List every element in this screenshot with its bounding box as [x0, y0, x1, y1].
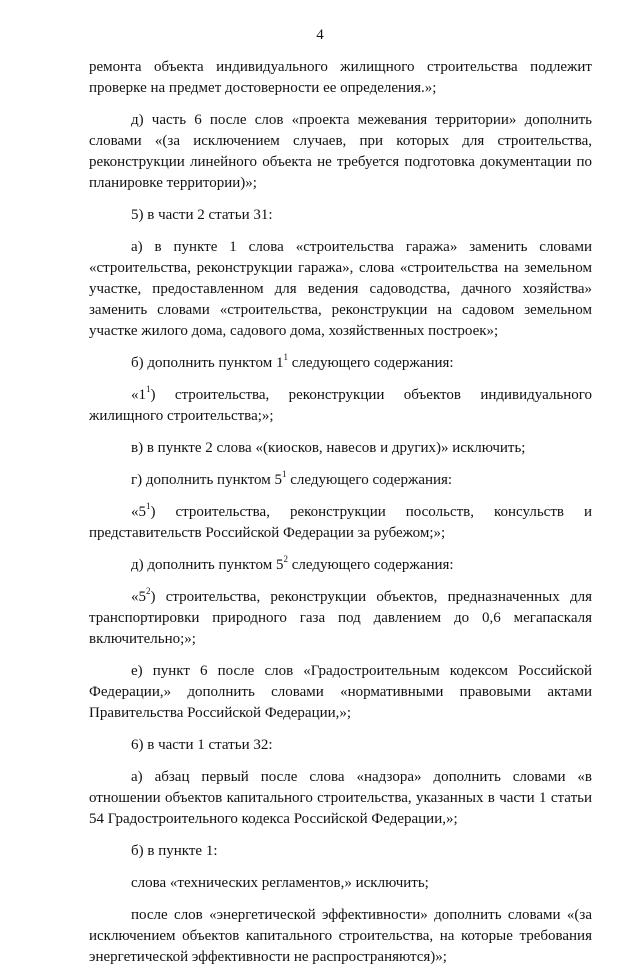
paragraph-text: б) дополнить пунктом 1 — [131, 355, 284, 371]
paragraph-text: слова «технических регламентов,» исключить; — [131, 875, 429, 891]
superscript-index: 1 — [146, 501, 151, 511]
page-number: 4 — [316, 27, 324, 43]
paragraph-text: в) в пункте 2 слова «(киосков, навесов и других)» исключить; — [131, 440, 526, 456]
paragraph — [89, 555, 592, 576]
paragraph-text: а) в пункте 1 слова «строительства гаража» заменить словами «строительства, реконструкции гаража», слова «строительства на земельном участке, предоставленном для ведения садоводства, дачного хозяйства» заменить словами «строительства, реконструкции на садовом земельном участке жилого дома, садового дома, хозяйственных построек»; — [89, 239, 592, 339]
paragraph — [89, 873, 592, 894]
paragraph-text: «5 — [131, 589, 146, 605]
paragraph — [89, 661, 592, 724]
superscript-index: 1 — [146, 384, 151, 394]
document-body — [89, 57, 592, 979]
paragraph — [89, 470, 592, 491]
superscript-index: 1 — [283, 352, 288, 362]
paragraph — [89, 767, 592, 830]
paragraph-text: 6) в части 1 статьи 32: — [131, 737, 273, 753]
paragraph-text: г) дополнить пунктом 5 — [131, 472, 283, 488]
paragraph-text: е) пункт 6 после слов «Градостроительным кодексом Российской Федерации,» дополнить словами «нормативными правовыми актами Правительства Российской Федерации,»; — [89, 663, 592, 721]
paragraph — [89, 438, 592, 459]
paragraph-text: следующего содержания: — [287, 355, 454, 371]
paragraph-text: следующего содержания: — [287, 557, 454, 573]
paragraph-text: «5 — [131, 504, 146, 520]
paragraph-text: ) строительства, реконструкции объектов индивидуального жилищного строительства;»; — [89, 387, 592, 424]
paragraph-text: после слов «энергетической эффективности» дополнить словами «(за исключением объектов капитального строительства, на которые требования энергетической эффективности не распространяются)»; — [89, 907, 592, 965]
paragraph-text: 5) в части 2 статьи 31: — [131, 207, 273, 223]
paragraph-text: следующего содержания: — [286, 472, 453, 488]
paragraph — [89, 353, 592, 374]
paragraph — [89, 57, 592, 99]
paragraph-text: ремонта объекта индивидуального жилищного строительства подлежит проверке на предмет достоверности ее определения.»; — [89, 59, 592, 96]
paragraph — [89, 205, 592, 226]
paragraph — [89, 735, 592, 756]
superscript-index: 2 — [283, 554, 288, 564]
paragraph-text: б) в пункте 1: — [131, 843, 218, 859]
paragraph — [89, 110, 592, 194]
paragraph — [89, 502, 592, 544]
paragraph-text: д) часть 6 после слов «проекта межевания территории» дополнить словами «(за исключением случаев, при которых для строительства, реконструкции линейного объекта не требуется подготовка документации по планировке территории)»; — [89, 112, 592, 191]
paragraph — [89, 385, 592, 427]
paragraph-text: «1 — [131, 387, 146, 403]
paragraph — [89, 237, 592, 342]
paragraph-text: ) строительства, реконструкции объектов, предназначенных для транспортировки природного газа под давлением до 0,6 мегапаскаля включительно;»; — [89, 589, 592, 647]
paragraph — [89, 905, 592, 968]
superscript-index: 1 — [282, 469, 287, 479]
paragraph-text: ) строительства, реконструкции посольств, консульств и представительств Российской Федерации за рубежом;»; — [89, 504, 592, 541]
paragraph-text: а) абзац первый после слова «надзора» дополнить словами «в отношении объектов капитального строительства, указанных в части 1 статьи 54 Градостроительного кодекса Российской Федерации,»; — [89, 769, 592, 827]
paragraph — [89, 841, 592, 862]
superscript-index: 2 — [146, 586, 151, 596]
paragraph-text: д) дополнить пунктом 5 — [131, 557, 284, 573]
paragraph — [89, 587, 592, 650]
